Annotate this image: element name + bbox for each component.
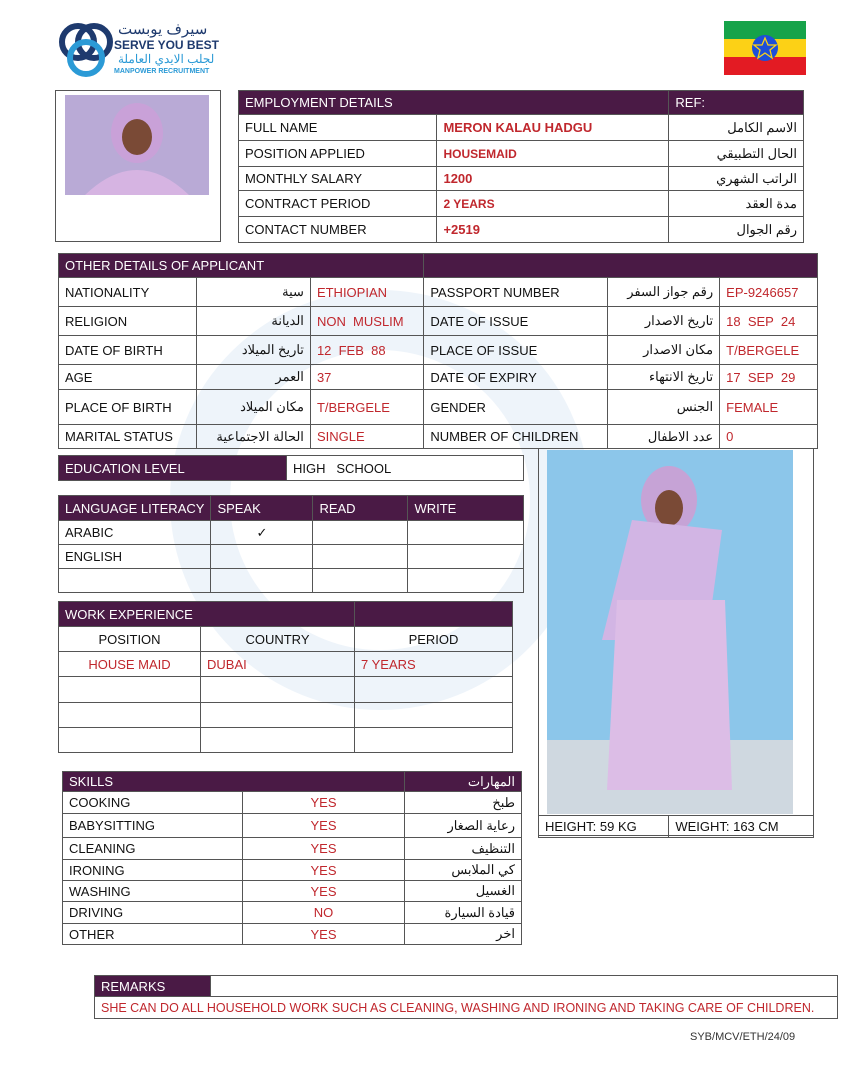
other-label: PLACE OF BIRTH [59, 390, 197, 425]
other-ar: تاريخ الميلاد [196, 336, 310, 365]
other-label: RELIGION [59, 307, 197, 336]
emp-ar: الراتب الشهري [669, 167, 804, 191]
logo-knot-icon [58, 20, 114, 80]
skill-value: YES [243, 838, 405, 860]
skills-header-ar: المهارات [405, 772, 522, 792]
other-value: 12 FEB 88 [310, 336, 423, 365]
lang-cell [211, 545, 313, 569]
work-cell: 7 YEARS [355, 652, 513, 677]
work-col-header: POSITION [59, 627, 201, 652]
skills-table [62, 771, 522, 945]
other-details-table [58, 253, 818, 449]
emp-value: 2 YEARS [437, 191, 669, 217]
education-table [58, 455, 524, 481]
ethiopia-flag-icon [724, 21, 806, 75]
headshot-frame [55, 90, 221, 242]
other-ar: سية [196, 278, 310, 307]
lang-col-header: SPEAK [211, 496, 313, 521]
lang-col-header: READ [313, 496, 408, 521]
ref-label: REF: [669, 91, 804, 115]
remarks-table [94, 975, 838, 1019]
other-ar: تاريخ الاصدار [607, 307, 720, 336]
skill-ar: رعاية الصغار [405, 814, 522, 838]
emp-ar: الحال التطبيقي [669, 141, 804, 167]
lang-col-header: LANGUAGE LITERACY [59, 496, 211, 521]
work-cell: DUBAI [201, 652, 355, 677]
other-label: PASSPORT NUMBER [424, 278, 607, 307]
skill-name: WASHING [63, 881, 243, 902]
other-value: EP-9246657 [720, 278, 818, 307]
emp-label: CONTACT NUMBER [239, 217, 437, 243]
other-label: DATE OF BIRTH [59, 336, 197, 365]
other-value: ETHIOPIAN [310, 278, 423, 307]
other-ar: الجنس [607, 390, 720, 425]
language-table [58, 495, 524, 593]
emp-label: CONTRACT PERIOD [239, 191, 437, 217]
education-value: HIGH SCHOOL [287, 456, 524, 481]
skill-value: YES [243, 814, 405, 838]
other-value: 37 [310, 365, 423, 390]
height-value: HEIGHT: 59 KG [539, 816, 669, 838]
full-photo-frame [538, 448, 814, 836]
emp-value: +2519 [437, 217, 669, 243]
work-col-header: PERIOD [355, 627, 513, 652]
other-value: T/BERGELE [720, 336, 818, 365]
other-value: FEMALE [720, 390, 818, 425]
skill-value: YES [243, 881, 405, 902]
remarks-text: SHE CAN DO ALL HOUSEHOLD WORK SUCH AS CLEANING, WASHING AND IRONING AND TAKING CARE OF CHILDREN. [95, 997, 838, 1019]
other-ar: عدد الاطفال [607, 425, 720, 449]
headshot-photo [65, 95, 209, 195]
skills-header: SKILLS [63, 772, 405, 792]
skill-value: YES [243, 924, 405, 945]
work-header: WORK EXPERIENCE [59, 602, 355, 627]
weight-value: WEIGHT: 163 CM [669, 816, 814, 838]
other-ar: تاريخ الانتهاء [607, 365, 720, 390]
logo-ar-title: سيرف يوبست [118, 21, 208, 38]
other-value: 18 SEP 24 [720, 307, 818, 336]
lang-col-header: WRITE [408, 496, 524, 521]
emp-label: POSITION APPLIED [239, 141, 437, 167]
emp-label: MONTHLY SALARY [239, 167, 437, 191]
emp-ar: الاسم الكامل [669, 115, 804, 141]
measures-table [538, 815, 814, 838]
other-ar: مكان الاصدار [607, 336, 720, 365]
lang-name: ENGLISH [59, 545, 211, 569]
skill-name: OTHER [63, 924, 243, 945]
skill-name: COOKING [63, 792, 243, 814]
skill-ar: كي الملابس [405, 860, 522, 881]
other-label: DATE OF ISSUE [424, 307, 607, 336]
skill-name: IRONING [63, 860, 243, 881]
lang-cell [313, 521, 408, 545]
other-value: NON MUSLIM [310, 307, 423, 336]
skill-value: NO [243, 902, 405, 924]
other-value: T/BERGELE [310, 390, 423, 425]
other-ar: الحالة الاجتماعية [196, 425, 310, 449]
other-label: DATE OF EXPIRY [424, 365, 607, 390]
employment-table [238, 90, 804, 243]
other-value: 0 [720, 425, 818, 449]
other-value: SINGLE [310, 425, 423, 449]
employment-header: EMPLOYMENT DETAILS [239, 91, 669, 115]
other-ar: العمر [196, 365, 310, 390]
check-icon: ✓ [211, 521, 313, 545]
company-logo [58, 20, 228, 82]
emp-value: 1200 [437, 167, 669, 191]
remarks-header: REMARKS [95, 976, 211, 997]
skill-name: CLEANING [63, 838, 243, 860]
emp-ar: رقم الجوال [669, 217, 804, 243]
emp-value: HOUSEMAID [437, 141, 669, 167]
other-label: GENDER [424, 390, 607, 425]
logo-ar-sub: لجلب الايدي العاملة [118, 52, 215, 66]
logo-en-title: SERVE YOU BEST [114, 38, 219, 52]
other-label: NUMBER OF CHILDREN [424, 425, 607, 449]
skill-value: YES [243, 860, 405, 881]
full-body-photo [547, 450, 793, 814]
other-label: PLACE OF ISSUE [424, 336, 607, 365]
other-label: AGE [59, 365, 197, 390]
skill-value: YES [243, 792, 405, 814]
other-label: NATIONALITY [59, 278, 197, 307]
emp-ar: مدة العقد [669, 191, 804, 217]
work-cell: HOUSE MAID [59, 652, 201, 677]
skill-ar: طبخ [405, 792, 522, 814]
skill-ar: الغسيل [405, 881, 522, 902]
skill-ar: قيادة السيارة [405, 902, 522, 924]
lang-cell [408, 521, 524, 545]
other-ar: الديانة [196, 307, 310, 336]
work-col-header: COUNTRY [201, 627, 355, 652]
work-experience-table [58, 601, 513, 753]
other-details-header: OTHER DETAILS OF APPLICANT [59, 254, 424, 278]
other-ar: رقم جواز السفر [607, 278, 720, 307]
education-label: EDUCATION LEVEL [59, 456, 287, 481]
skill-ar: اخر [405, 924, 522, 945]
footer-code: SYB/MCV/ETH/24/09 [690, 1031, 796, 1043]
lang-cell [313, 545, 408, 569]
skill-name: BABYSITTING [63, 814, 243, 838]
other-ar: مكان الميلاد [196, 390, 310, 425]
other-value: 17 SEP 29 [720, 365, 818, 390]
logo-en-sub: MANPOWER RECRUITMENT [114, 68, 210, 75]
emp-value: MERON KALAU HADGU [437, 115, 669, 141]
lang-cell [408, 545, 524, 569]
other-label: MARITAL STATUS [59, 425, 197, 449]
lang-name: ARABIC [59, 521, 211, 545]
emp-label: FULL NAME [239, 115, 437, 141]
skill-name: DRIVING [63, 902, 243, 924]
skill-ar: التنظيف [405, 838, 522, 860]
